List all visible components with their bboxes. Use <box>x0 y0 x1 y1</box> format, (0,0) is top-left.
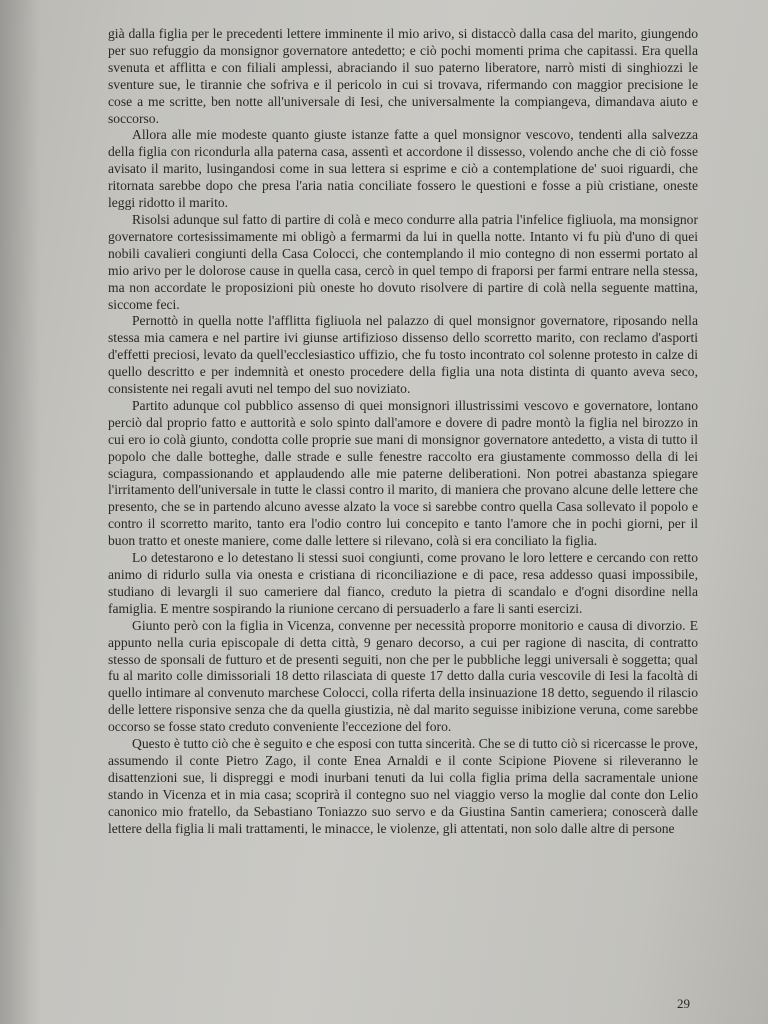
paragraph: già dalla figlia per le precedenti lettere imminente il mio arivo, si distaccò dalla casa del marito, giungendo per suo refuggio da monsignor governatore antedetto; e ciò pochi momenti prima che capitassi. Era quella svenuta et afflitta e con filiali amplessi, abraciando il suo paterno liberatore, narrò misti di singhiozzi le sventure sue, le tirannie che sofriva e il pericolo in cui si trovava, rifermando con maggior precisione le cose a me scritte, ben notte all'universale di Iesi, che universalmente la compiangeva, dimandava aiuto e soccorso. <box>108 26 698 126</box>
paragraph: Allora alle mie modeste quanto giuste istanze fatte a quel monsignor vescovo, tendenti alla salvezza della figlia con ricondurla alla paterna casa, assentì et accordone il dissesso, volendo anche che di ciò fosse avisato il marito, lusingandosi come in sua lettera si esprime e ciò a contemplatione de' suoi riguardi, che ritornata sarebbe dopo che presa l'aria natia conciliate fossero le questioni e fosse a più cristiane, oneste leggi ridotto il marito. <box>108 127 698 211</box>
body-text <box>108 26 698 838</box>
paragraph: Pernottò in quella notte l'afflitta figliuola nel palazzo di quel monsignor governatore, riposando nella stessa mia camera e nel partire ivi giunse artifizioso dissenso dello scorretto marito, con reclamo d'asporti d'effetti preciosi, levato da quell'ecclesiastico uffizio, che fu tosto incontrato col solenne protesto in calze di quello descritto e per indemnità et onesto procedere della figlia una nota distinta di quanto aveva seco, consistente nei regali avuti nel tempo del suo noviziato. <box>108 313 698 397</box>
paragraph: Giunto però con la figlia in Vicenza, convenne per necessità proporre monitorio e causa di divorzio. E appunto nella curia episcopale di detta città, 9 genaro decorso, a cui per ragione di nascita, di contratto stesso de sponsali de futturo et de presenti seguiti, non che per le pubbliche leggi universali è soggetta; qual fu al marito colle dimissoriali 18 detto rilasciata di queste 17 detto dalla curia vescovile di Iesi la facoltà di quello intimare al convenuto marchese Colocci, colla riferta della insinuazione 18 detto, seguendo il rilascio delle lettere risponsive senza che da quella giustizia, nè dal marito seguisse inibizione veruna, come sarebbe occorso se fosse stato creduto conveniente l'eccezione del foro. <box>108 617 698 735</box>
paragraph: Risolsi adunque sul fatto di partire di colà e meco condurre alla patria l'infelice figliuola, ma monsignor governatore cortesissimamente mi obligò a fermarmi da lui in quella notte. Intanto vi fu più d'uno di quei nobili cavalieri congiunti della Casa Colocci, che contemplando il mio contegno di non essermi portato al mio arivo per le dolorose cause in quella casa, cercò in quel tempo di fraporsi per farmi entrare nella stessa, ma non accordate le proposizioni più oneste ho dovuto risolvere di partire di colà nella seguente mattina, siccome feci. <box>108 211 698 312</box>
paragraph: Questo è tutto ciò che è seguito e che esposi con tutta sincerità. Che se di tutto ciò si ricercasse le prove, assumendo il conte Pietro Zago, il conte Enea Arnaldi e il conte Scipione Piovene si rileveranno le disattenzioni sue, li dispreggi e modi inurbani tenuti da lui colla figlia prima della sacramentale unione stando in Vicenza et in mia casa; scoprirà il contegno suo nel viaggio verso la moglie dal conte don Lelio canonico mio fratello, da Sebastiano Toniazzo suo servo e da Giustina Santin cameriera; conoscerà dalle lettere della figlia li mali trattamenti, le minacce, le violenze, gli attentati, non solo dalle altre di persone <box>108 736 698 836</box>
paragraph: Partito adunque col pubblico assenso di quei monsignori illustrissimi vescovo e governatore, lontano perciò dal proprio fatto e auttorità e solo spinto dall'amore e dovere di padre montò la figlia nel birozzo in cui ero io colà giunto, condotta colle proprie sue mani di monsignor governatore antedetto, a vista di tutto il popolo che dalle botteghe, dalle strade e sulle fenestre raccolto era giustamente commosso della di lei sciagura, compassionando et applaudendo alle mie paterne deliberationi. Non potrei abastanza spiegare l'irritamento dell'universale in tutte le classi contro il marito, di maniera che provano alcune delle lettere che presento, che se in partendo alcuno avesse alzato la voce si sarebbe contro quella Casa sollevato il popolo e contro il scorretto marito, tanto era l'odio contro lui concepito e tanto l'amore che in pochi giorni, per il buon tratto et oneste maniere, come dalle lettere si rilevano, colà si era conciliato la figlia. <box>108 397 698 549</box>
paragraph: Lo detestarono e lo detestano li stessi suoi congiunti, come provano le loro lettere e cercando con retto animo di ridurlo sulla via onesta e cristiana di riconciliazione e di pace, resa addesso quasi impossibile, studiano di levargli il suo cameriere dal fianco, creduto la pietra di scandalo e d'ogni disordine nella famiglia. E mentre sospirando la riunione cercano di persuaderlo a fare li santi esercizi. <box>108 550 698 616</box>
page-number: 29 <box>677 996 690 1011</box>
page-edge-shadow <box>0 0 40 1024</box>
